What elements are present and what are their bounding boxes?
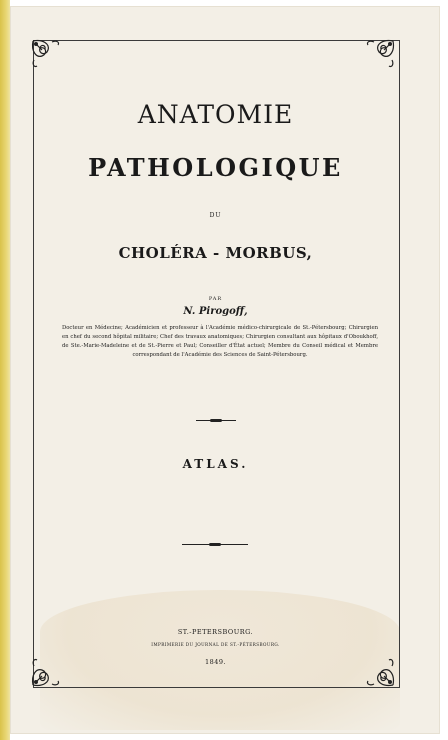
corner-ornament-icon xyxy=(358,36,398,76)
title-line-anatomie: ANATOMIE xyxy=(137,100,294,129)
corner-ornament-icon xyxy=(28,36,68,76)
title-line-cholera-morbus: CHOLÉRA - MORBUS, xyxy=(118,244,313,262)
imprint-city: ST.-PETERSBOURG. xyxy=(177,628,254,636)
connector-par: PAR xyxy=(208,296,223,302)
binding-spine xyxy=(0,0,10,740)
corner-ornament-icon xyxy=(358,650,398,690)
author-credentials: Docteur en Médecine; Académicien et professeur à l'Académie médico-chirurgicale de St.-Pétersbourg; Chirurgien en chef du second hôpital militaire; Chef des travaux anatomiques; Chirurgien consultant aux hôpitaux d'Oboukhoff, de Ste.-Marie-Madeleine et de St.-Pierre et Paul; Conseiller d'État actuel; Membre du Conseil médical et Membre correspondant de l'Académie des Sciences de Saint-Pétersbourg. xyxy=(62,325,378,358)
author-name: N. Pirogoff, xyxy=(183,306,248,317)
title-line-pathologique: PATHOLOGIQUE xyxy=(88,153,343,182)
connector-du: DU xyxy=(209,212,222,219)
imprint-printer: IMPRIMERIE DU JOURNAL DE ST.-PÉTERSBOURG. xyxy=(151,642,280,647)
page-border-frame xyxy=(33,40,400,688)
imprint-year: 1849. xyxy=(204,658,227,666)
center-flourish-icon xyxy=(182,543,248,546)
center-flourish-icon xyxy=(196,419,236,422)
atlas-label: ATLAS. xyxy=(182,457,249,471)
corner-ornament-icon xyxy=(28,650,68,690)
